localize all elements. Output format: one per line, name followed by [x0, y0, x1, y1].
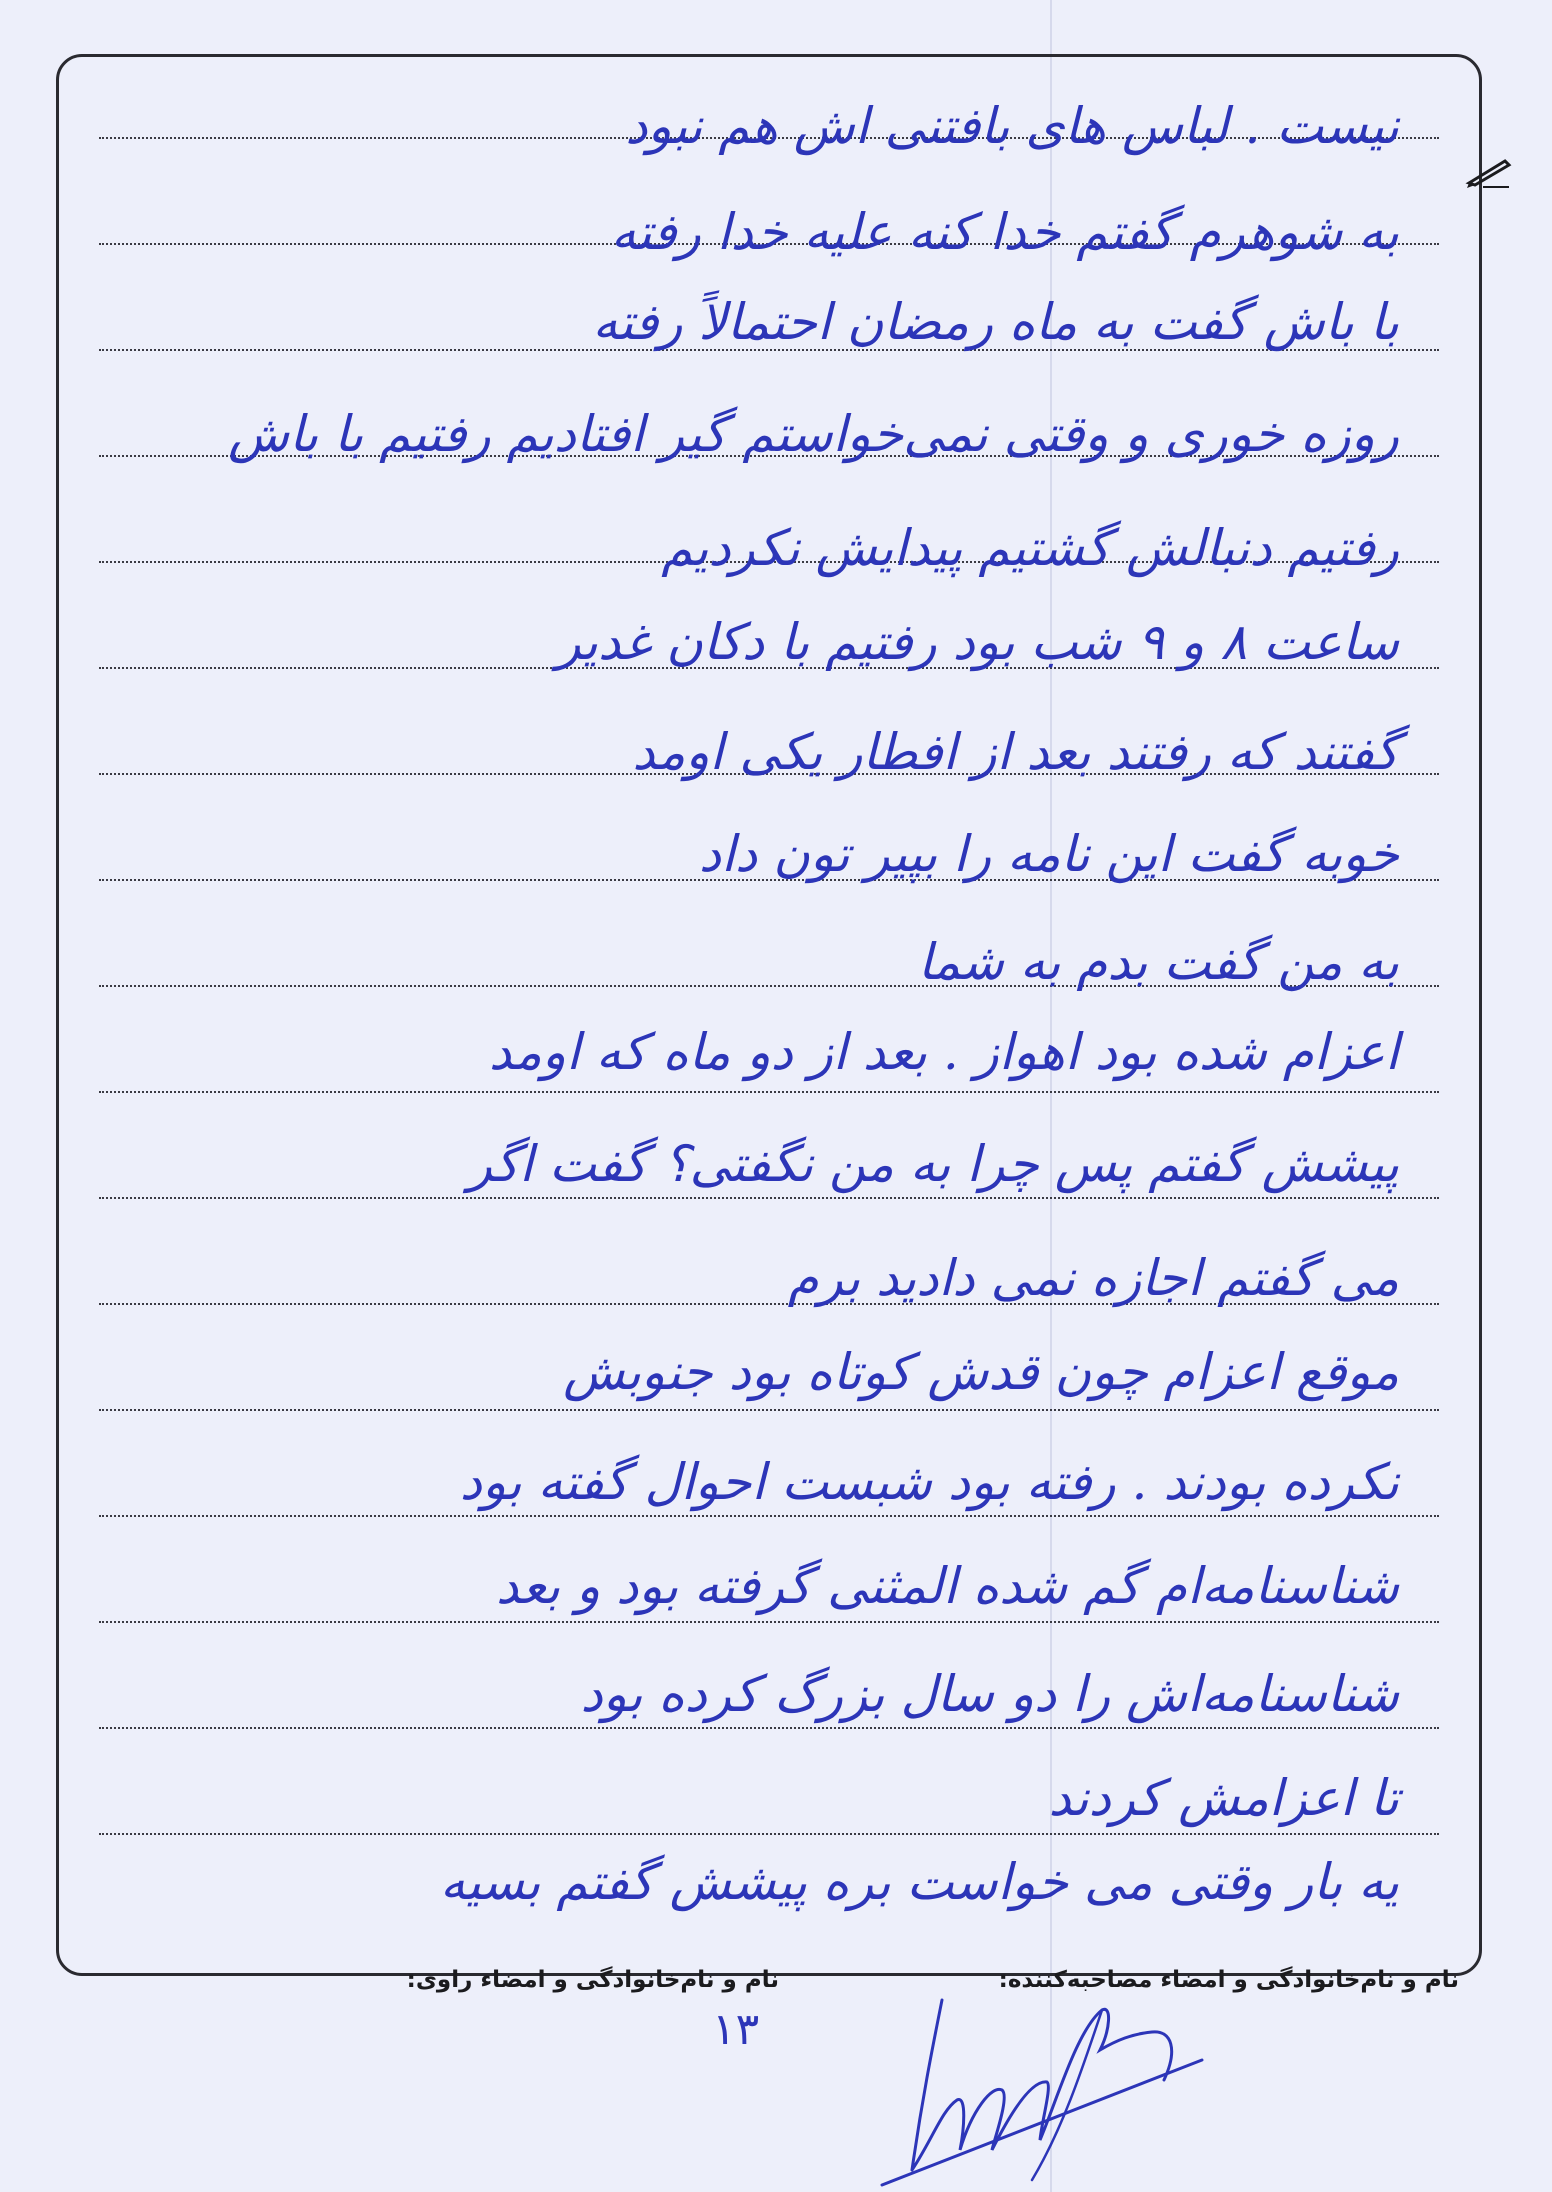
handwritten-line: رفتیم دنبالش گشتیم پیدایش نکردیم	[661, 519, 1399, 577]
interviewer-signature-label: نام و نام‌خانوادگی و امضاء مصاحبه‌کننده:	[998, 1967, 1459, 1993]
pen-writing-icon	[1465, 153, 1513, 189]
ruled-line	[99, 1833, 1439, 1835]
handwritten-line: نکرده بودند . رفته بود شبست احوال گفته بود	[459, 1453, 1399, 1511]
page-number: ۱۳	[712, 2004, 760, 2055]
page-frame	[56, 54, 1482, 1993]
handwritten-line: پیشش گفتم پس چرا به من نگفتی؟ گفت اگر	[467, 1135, 1399, 1193]
handwritten-line: به شوهرم گفتم خدا کنه علیه خدا رفته	[610, 203, 1399, 261]
narrator-signature-label: نام و نام‌خانوادگی و امضاء راوی:	[406, 1967, 779, 1993]
handwritten-line: شناسنامه‌ام گم شده المثنی گرفته بود و بعد	[495, 1557, 1399, 1615]
ruled-line	[99, 1515, 1439, 1517]
handwritten-line: گفتند که رفتند بعد از افطار یکی اومد	[632, 723, 1399, 781]
ruled-line	[99, 1091, 1439, 1093]
handwritten-line: تا اعزامش کردند	[1048, 1769, 1399, 1827]
handwritten-line: با باش گفت به ماه رمضان احتمالاً رفته	[592, 293, 1399, 351]
handwritten-line: اعزام شده بود اهواز . بعد از دو ماه که اومد	[488, 1023, 1399, 1081]
handwritten-line: خوبه گفت این نامه را بپیر تون داد	[698, 825, 1399, 883]
ruled-line	[99, 1409, 1439, 1411]
handwritten-line: ساعت ۸ و ۹ شب بود رفتیم با دکان غدیر	[556, 613, 1399, 671]
ruled-line	[99, 1727, 1439, 1729]
handwritten-line: یه بار وقتی می خواست بره پیشش گفتم بسیه	[440, 1853, 1399, 1911]
handwritten-line: به من گفت بدم به شما	[917, 933, 1399, 991]
handwritten-line: روزه خوری و وقتی نمی‌خواستم گیر افتادیم رفتیم با باش	[228, 405, 1399, 463]
handwritten-line: می گفتم اجازه نمی دادید برم	[787, 1249, 1399, 1307]
handwritten-signature	[872, 1990, 1212, 2190]
ruled-line	[99, 1621, 1439, 1623]
handwritten-line: موقع اعزام چون قدش کوتاه بود جنوبش	[563, 1343, 1399, 1401]
handwritten-line: شناسنامه‌اش را دو سال بزرگ کرده بود	[580, 1665, 1399, 1723]
handwritten-line: نیست . لباس های بافتنی اش هم نبود	[625, 97, 1399, 155]
ruled-line	[99, 1197, 1439, 1199]
